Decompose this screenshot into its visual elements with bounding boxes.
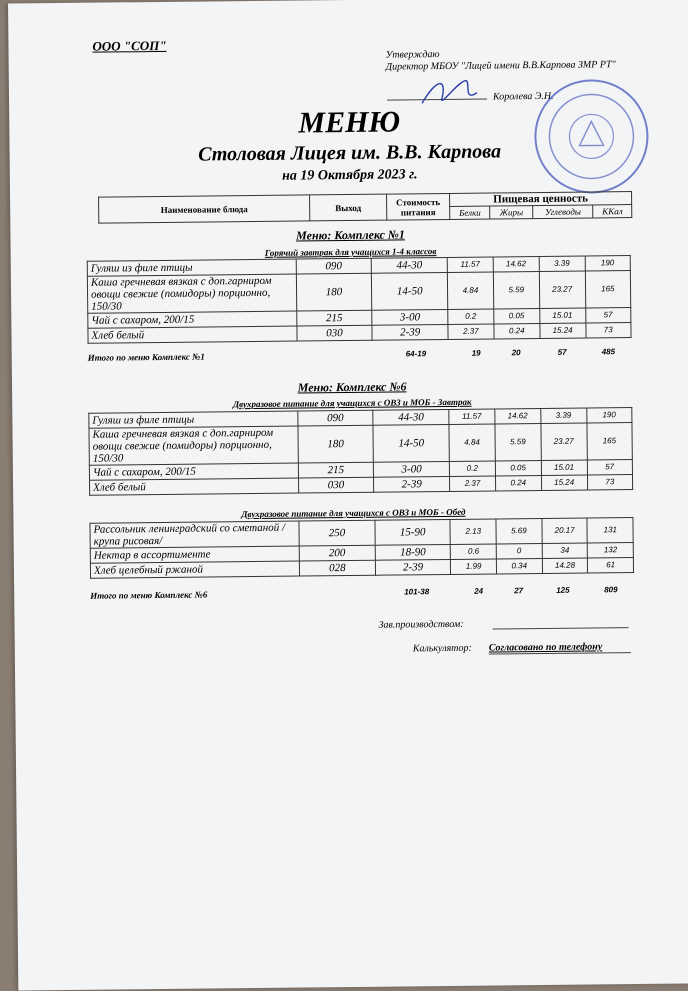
dish-carbs: 15.24 [541,475,587,490]
dish-yield: 090 [296,258,372,274]
calculator-label: Калькулятор: [412,642,472,655]
complex1-total-label: Итого по меню Комплекс №1 [87,351,205,363]
dish-carbs: 15.24 [540,323,586,338]
dish-kcal: 61 [588,558,634,573]
header-yield: Выход [310,194,387,221]
complex6-breakfast-rows [89,408,633,496]
dish-name: Каша гречневая вязкая с доп.гарниром овощи свежие (помидоры) порционно, 150/30 [89,426,298,465]
complex1-table [87,255,632,344]
dish-protein: 4.84 [449,424,495,461]
dish-name: Гуляш из филе птицы [87,259,296,276]
dish-kcal: 165 [585,271,631,308]
dish-yield: 215 [298,462,374,478]
dish-name: Хлеб белый [90,478,299,495]
complex1-title: Меню: Комплекс №1 [295,227,405,243]
dish-cost: 2-39 [374,476,450,492]
dish-carbs: 14.28 [542,558,588,573]
dish-yield: 200 [299,545,375,561]
dish-fat: 5.69 [496,519,542,544]
dish-carbs: 15.01 [539,308,585,323]
complex1-total-fat: 20 [511,348,521,358]
dish-carbs: 34 [542,543,588,558]
complex6-title: Меню: Комплекс №6 [297,379,407,395]
dish-protein: 4.84 [447,272,493,309]
dish-yield: 030 [298,477,374,493]
complex6-total-label: Итого по меню Комплекс №6 [90,589,208,601]
canteen-name: Столовая Лицея им. В.В. Карпова [198,140,502,166]
dish-yield: 030 [296,325,372,341]
dish-kcal: 190 [585,256,631,271]
menu-row [87,271,630,314]
complex6-group-breakfast: Двухразовое питание для учащихся с ОВЗ и МОБ - Завтрак [232,396,472,410]
menu-date: на 19 Октября 2023 г. [281,167,418,184]
dish-cost: 3-00 [372,309,448,325]
dish-protein: 2.13 [450,519,496,544]
complex1-total-cost: 64-19 [405,349,427,359]
header-nutrition: Пищевая ценность [450,192,632,207]
dish-name: Чай с сахаром, 200/15 [88,311,297,328]
dish-fat: 0 [496,543,542,558]
dish-cost: 2-39 [375,559,451,575]
dish-protein: 0.6 [451,544,497,559]
header-fat: Жиры [490,206,533,219]
dish-protein: 11.57 [447,257,493,272]
menu-page [8,0,688,991]
dish-protein: 11.57 [449,409,495,424]
complex1-total-protein: 19 [471,348,481,358]
dish-kcal: 57 [587,460,633,475]
dish-yield: 215 [296,310,372,326]
page-title: МЕНЮ [298,105,401,140]
dish-kcal: 190 [586,408,632,423]
nutrition-header-table [98,191,632,224]
header-cost: Стоимость питания [387,193,450,220]
complex6-lunch-table [89,517,634,579]
dish-protein: 2.37 [448,324,494,339]
dish-kcal: 73 [587,475,633,490]
approval-word: Утверждаю [385,49,440,61]
header-kcal: ККал [593,205,632,218]
complex1-total [87,347,632,363]
dish-name: Гуляш из филе птицы [89,411,298,428]
dish-protein: 0.2 [449,461,495,476]
dish-carbs: 23.27 [541,423,587,460]
dish-cost: 44-30 [372,257,448,273]
dish-name: Хлеб целебный ржаной [90,561,299,578]
calculator-agreed: Согласовано по телефону [489,641,631,654]
complex6-total-protein: 24 [474,586,484,596]
dish-kcal: 57 [585,308,631,323]
dish-kcal: 132 [588,543,634,558]
menu-row [89,423,632,466]
dish-kcal: 73 [585,323,631,338]
dish-kcal: 131 [587,518,633,543]
dish-fat: 0.05 [495,461,541,476]
dish-cost: 3-00 [374,461,450,477]
dish-carbs: 23.27 [539,271,585,308]
dish-yield: 028 [299,560,375,576]
dish-fat: 0.24 [495,476,541,491]
complex1-total-carbs: 57 [557,347,567,357]
dish-carbs: 20.17 [542,518,588,543]
complex6-total-carbs: 125 [556,585,570,595]
production-label: Зав.производством: [378,618,464,631]
dish-yield: 180 [297,425,373,463]
dish-fat: 0.24 [494,324,540,339]
dish-name: Чай с сахаром, 200/15 [89,463,298,480]
dish-cost: 14-50 [372,272,448,310]
complex1-rows [87,256,631,344]
dish-fat: 0.34 [496,558,542,573]
dish-carbs: 15.01 [541,460,587,475]
dish-name: Нектар в ассортименте [90,546,299,563]
dish-name: Рассольник ленинградский со сметаной /крупа рисовая/ [90,521,299,548]
complex6-total-fat: 27 [514,586,524,596]
dish-cost: 14-50 [373,424,449,462]
dish-fat: 14.62 [495,409,541,424]
dish-yield: 180 [296,273,372,311]
approval-position: Директор МБОУ "Лицей имени В.В.Карпова ЗМР РТ" [385,59,616,73]
complex1-total-kcal: 485 [601,347,616,357]
header-protein: Белки [450,206,491,219]
dish-carbs: 3.39 [539,256,585,271]
complex1-group: Горячий завтрак для учащихся 1-4 классов [264,246,437,258]
dish-carbs: 3.39 [540,408,586,423]
complex6-lunch-rows [90,518,634,579]
dish-fat: 5.59 [493,272,539,309]
header-dish: Наименование блюда [99,195,310,223]
dish-cost: 44-30 [373,409,449,425]
dish-cost: 18-90 [375,544,451,560]
dish-cost: 15-90 [375,519,451,545]
dish-fat: 0.05 [494,309,540,324]
approver-name: Королева Э.Н. [492,90,554,103]
dish-protein: 0.2 [448,309,494,324]
complex6-total-cost: 101-38 [404,587,430,597]
dish-name: Каша гречневая вязкая с доп.гарниром овощи свежие (помидоры) порционно, 150/30 [87,274,296,313]
complex6-group-lunch: Двухразовое питание для учащихся с ОВЗ и МОБ - Обед [241,506,466,520]
complex6-total [90,585,634,601]
dish-protein: 2.37 [450,476,496,491]
organization-name: ООО "СОП" [92,37,167,54]
dish-name: Хлеб белый [88,326,297,343]
header-carbs: Углеводы [533,205,594,219]
dish-fat: 5.59 [495,424,541,461]
production-line [493,627,629,629]
complex6-breakfast-table [88,407,633,496]
dish-protein: 1.99 [451,559,497,574]
dish-yield: 090 [297,410,373,426]
dish-fat: 14.62 [493,257,539,272]
dish-cost: 2-39 [372,324,448,340]
approval-block [386,47,646,74]
dish-yield: 250 [299,520,375,546]
dish-kcal: 165 [586,423,632,460]
complex6-total-kcal: 809 [604,585,618,595]
